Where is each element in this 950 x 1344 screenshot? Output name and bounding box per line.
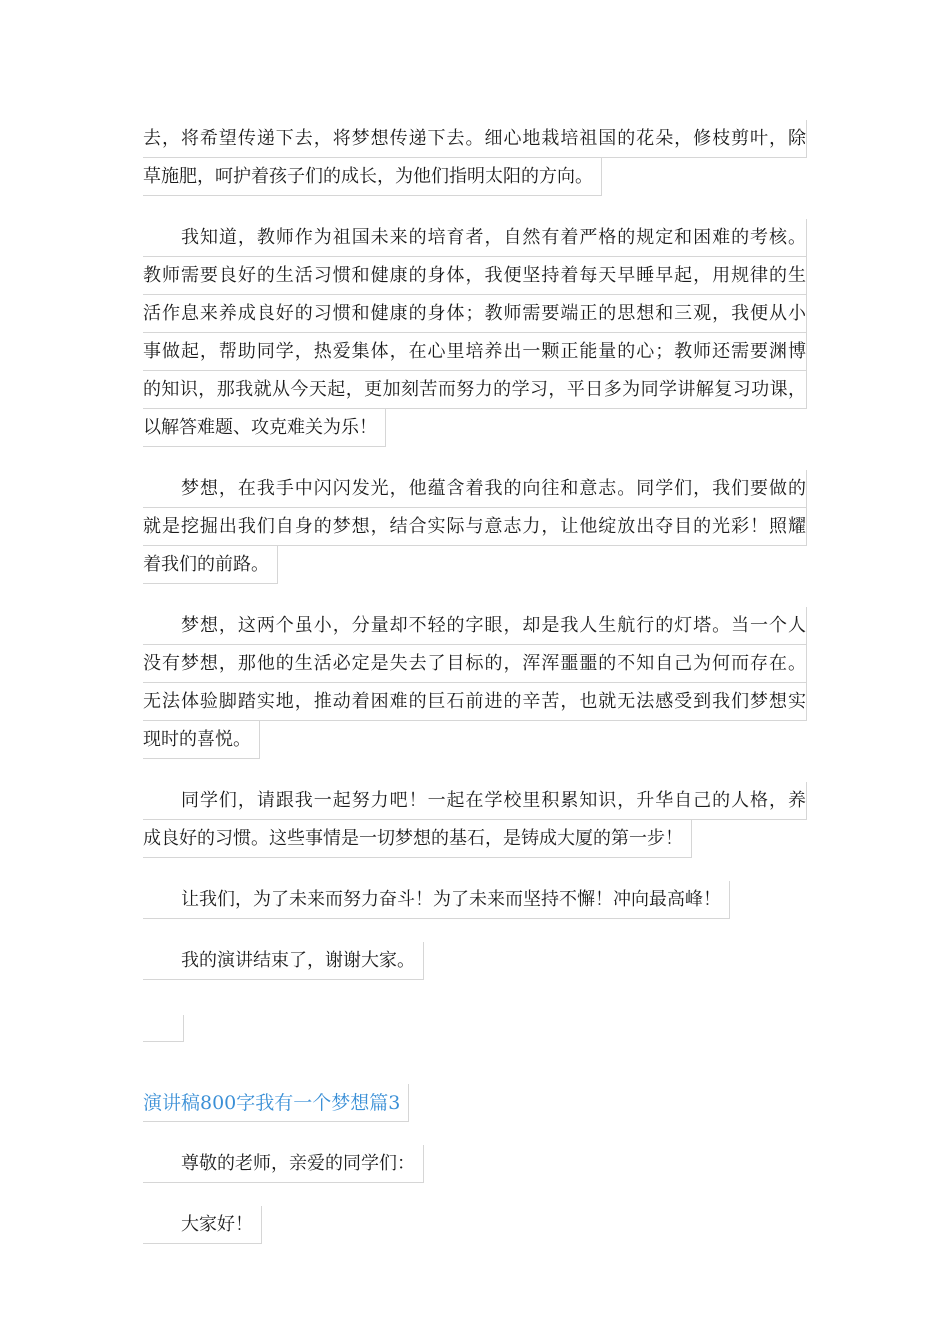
text-line: 事做起，帮助同学，热爱集体，在心里培养出一颗正能量的心；教师还需要渊博: [143, 333, 807, 371]
paragraph: [143, 942, 807, 984]
text-line: 现时的喜悦。: [143, 721, 260, 759]
hello-line: 大家好！: [143, 1206, 262, 1244]
text-line: 以解答难题、攻克难关为乐！: [143, 409, 386, 447]
text-line: 成良好的习惯。这些事情是一切梦想的基石，是铸成大厦的第一步！: [143, 820, 692, 858]
paragraph: [143, 1145, 807, 1187]
text-line: 教师需要良好的生活习惯和健康的身体，我便坚持着每天早睡早起，用规律的生: [143, 257, 807, 295]
text-line: 着我们的前路。: [143, 546, 278, 584]
section-heading: 演讲稿800字我有一个梦想篇3: [143, 1084, 409, 1122]
text-line: 没有梦想，那他的生活必定是失去了目标的，浑浑噩噩的不知自己为何而存在。: [143, 645, 807, 683]
text-line: 活作息来养成良好的习惯和健康的身体；教师需要端正的思想和三观，我便从小: [143, 295, 807, 333]
text-line: 让我们，为了未来而努力奋斗！为了未来而坚持不懈！冲向最高峰！: [143, 881, 730, 919]
paragraph: [143, 219, 807, 451]
text-line: 的知识，那我就从今天起，更加刻苦而努力的学习，平日多为同学讲解复习功课，: [143, 371, 807, 409]
paragraph: [143, 470, 807, 588]
paragraph: [143, 782, 807, 862]
text-line: 我的演讲结束了，谢谢大家。: [143, 942, 424, 980]
greeting-line: 尊敬的老师，亲爱的同学们：: [143, 1145, 424, 1183]
paragraph: [143, 881, 807, 923]
document-page: [143, 120, 807, 1267]
text-line: 去，将希望传递下去，将梦想传递下去。细心地栽培祖国的花朵，修枝剪叶，除: [143, 120, 807, 158]
text-line: 梦想，在我手中闪闪发光，他蕴含着我的向往和意志。同学们，我们要做的: [143, 470, 807, 508]
section-heading-block: [143, 1084, 807, 1126]
text-line: 无法体验脚踏实地，推动着困难的巨石前进的辛苦，也就无法感受到我们梦想实: [143, 683, 807, 721]
empty-paragraph: [143, 1015, 184, 1042]
text-line: 梦想，这两个虽小，分量却不轻的字眼，却是我人生航行的灯塔。当一个人: [143, 607, 807, 645]
text-line: 草施肥，呵护着孩子们的成长，为他们指明太阳的方向。: [143, 158, 602, 196]
paragraph: [143, 607, 807, 763]
paragraph: [143, 120, 807, 200]
paragraph: [143, 1206, 807, 1248]
text-line: 我知道，教师作为祖国未来的培育者，自然有着严格的规定和困难的考核。: [143, 219, 807, 257]
text-line: 就是挖掘出我们自身的梦想，结合实际与意志力，让他绽放出夺目的光彩！照耀: [143, 508, 807, 546]
text-line: 同学们，请跟我一起努力吧！一起在学校里积累知识，升华自己的人格，养: [143, 782, 807, 820]
